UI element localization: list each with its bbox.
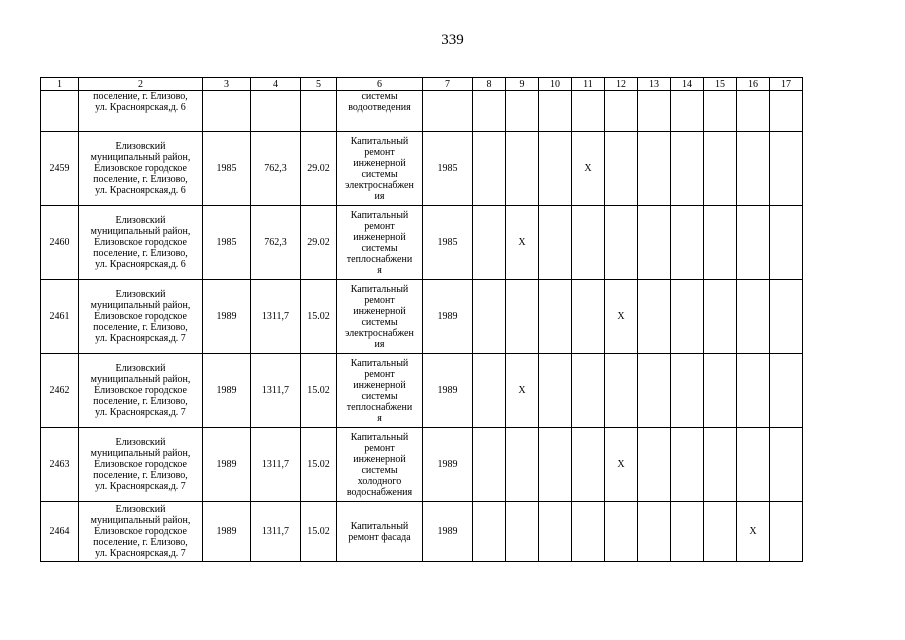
header-cell: 11 (572, 78, 605, 91)
header-cell: 6 (337, 78, 423, 91)
cell-year: 1989 (203, 502, 251, 562)
cell-area (251, 91, 301, 132)
cell-mark (473, 280, 506, 354)
cell-mark (605, 206, 638, 280)
cell-mark (704, 428, 737, 502)
cell-mark (605, 502, 638, 562)
cell-year: 1989 (203, 354, 251, 428)
cell-mark (539, 280, 572, 354)
cell-mark (539, 91, 572, 132)
cell-work: Капитальный ремонт инженерной системы холодного водоснабжения (337, 428, 423, 502)
cell-area: 1311,7 (251, 354, 301, 428)
cell-mark (539, 502, 572, 562)
cell-mark (704, 280, 737, 354)
cell-mark (770, 206, 803, 280)
cell-mark (473, 502, 506, 562)
table-row (41, 280, 803, 354)
header-cell: 13 (638, 78, 671, 91)
cell-mark (506, 91, 539, 132)
cell-work: Капитальный ремонт инженерной системы электроснабжен ия (337, 280, 423, 354)
cell-mark (671, 91, 704, 132)
header-cell: 15 (704, 78, 737, 91)
cell-mark (737, 132, 770, 206)
cell-area: 762,3 (251, 206, 301, 280)
cell-mark: X (572, 132, 605, 206)
cell-mark (737, 206, 770, 280)
cell-year (203, 91, 251, 132)
header-cell: 1 (41, 78, 79, 91)
cell-mark (671, 354, 704, 428)
cell-mark (737, 428, 770, 502)
table-row (41, 206, 803, 280)
cell-mark (539, 132, 572, 206)
cell-year2: 1985 (423, 206, 473, 280)
cell-mark (671, 280, 704, 354)
cell-mark (572, 502, 605, 562)
cell-work: Капитальный ремонт инженерной системы электроснабжен ия (337, 132, 423, 206)
cell-code: 15.02 (301, 354, 337, 428)
cell-mark (770, 354, 803, 428)
cell-year2: 1989 (423, 428, 473, 502)
table-row (41, 354, 803, 428)
cell-address: Елизовский муниципальный район, Елизовское городское поселение, г. Елизово, ул. Красноярская,д. 7 (79, 502, 203, 562)
cell-address: Елизовский муниципальный район, Елизовское городское поселение, г. Елизово, ул. Красноярская,д. 7 (79, 280, 203, 354)
cell-mark (770, 132, 803, 206)
cell-mark (704, 502, 737, 562)
cell-year2: 1989 (423, 280, 473, 354)
cell-num (41, 91, 79, 132)
cell-mark (770, 280, 803, 354)
cell-mark (539, 428, 572, 502)
cell-mark (572, 91, 605, 132)
cell-mark (638, 132, 671, 206)
continuation-row (41, 91, 803, 132)
cell-mark (770, 428, 803, 502)
cell-area: 1311,7 (251, 502, 301, 562)
cell-mark (572, 280, 605, 354)
cell-mark: X (737, 502, 770, 562)
cell-work: Капитальный ремонт фасада (337, 502, 423, 562)
cell-year: 1989 (203, 280, 251, 354)
header-cell: 5 (301, 78, 337, 91)
header-cell: 12 (605, 78, 638, 91)
cell-mark (737, 280, 770, 354)
header-cell: 14 (671, 78, 704, 91)
cell-mark (638, 206, 671, 280)
cell-year: 1985 (203, 206, 251, 280)
cell-mark (638, 354, 671, 428)
cell-work: Капитальный ремонт инженерной системы теплоснабжени я (337, 354, 423, 428)
header-row (41, 78, 803, 91)
cell-year: 1985 (203, 132, 251, 206)
cell-mark (671, 502, 704, 562)
cell-mark: X (605, 428, 638, 502)
cell-mark (539, 206, 572, 280)
cell-mark (473, 428, 506, 502)
header-cell: 8 (473, 78, 506, 91)
cell-mark (638, 280, 671, 354)
page-number: 339 (441, 32, 464, 48)
cell-work: системы водоотведения (337, 91, 423, 132)
cell-num: 2463 (41, 428, 79, 502)
table-row (41, 428, 803, 502)
cell-code (301, 91, 337, 132)
header-cell: 9 (506, 78, 539, 91)
cell-code: 15.02 (301, 502, 337, 562)
header-cell: 10 (539, 78, 572, 91)
table-row (41, 132, 803, 206)
cell-mark (671, 206, 704, 280)
header-cell: 2 (79, 78, 203, 91)
cell-num: 2460 (41, 206, 79, 280)
cell-mark (473, 354, 506, 428)
header-cell: 4 (251, 78, 301, 91)
cell-address: Елизовский муниципальный район, Елизовское городское поселение, г. Елизово, ул. Красноярская,д. 7 (79, 428, 203, 502)
cell-year2: 1989 (423, 502, 473, 562)
cell-mark (671, 428, 704, 502)
cell-address: Елизовский муниципальный район, Елизовское городское поселение, г. Елизово, ул. Красноярская,д. 6 (79, 206, 203, 280)
cell-mark (704, 354, 737, 428)
cell-mark (770, 91, 803, 132)
cell-mark: X (506, 206, 539, 280)
cell-num: 2459 (41, 132, 79, 206)
cell-mark (671, 132, 704, 206)
cell-mark (638, 428, 671, 502)
cell-address: Елизовский муниципальный район, Елизовское городское поселение, г. Елизово, ул. Красноярская,д. 6 (79, 132, 203, 206)
header-cell: 7 (423, 78, 473, 91)
cell-work: Капитальный ремонт инженерной системы теплоснабжени я (337, 206, 423, 280)
cell-mark: X (506, 354, 539, 428)
header-cell: 3 (203, 78, 251, 91)
cell-mark (737, 354, 770, 428)
cell-mark (704, 206, 737, 280)
cell-year2: 1985 (423, 132, 473, 206)
cell-mark (770, 502, 803, 562)
cell-num: 2461 (41, 280, 79, 354)
cell-code: 15.02 (301, 428, 337, 502)
cell-mark (473, 206, 506, 280)
cell-code: 29.02 (301, 206, 337, 280)
cell-address: поселение, г. Елизово, ул. Красноярская,д. 6 (79, 91, 203, 132)
cell-mark (473, 91, 506, 132)
cell-mark (572, 206, 605, 280)
cell-mark (638, 502, 671, 562)
cell-mark (506, 132, 539, 206)
header-cell: 16 (737, 78, 770, 91)
cell-mark (572, 354, 605, 428)
cell-mark (506, 428, 539, 502)
cell-mark (605, 132, 638, 206)
cell-area: 1311,7 (251, 280, 301, 354)
cell-code: 29.02 (301, 132, 337, 206)
cell-num: 2462 (41, 354, 79, 428)
cell-year2 (423, 91, 473, 132)
cell-area: 762,3 (251, 132, 301, 206)
header-cell: 17 (770, 78, 803, 91)
cell-mark (737, 91, 770, 132)
cell-mark (638, 91, 671, 132)
cell-year: 1989 (203, 428, 251, 502)
cell-address: Елизовский муниципальный район, Елизовское городское поселение, г. Елизово, ул. Красноярская,д. 7 (79, 354, 203, 428)
table-row (41, 502, 803, 562)
cell-mark (506, 280, 539, 354)
cell-mark (605, 354, 638, 428)
cell-mark (605, 91, 638, 132)
cell-mark (704, 132, 737, 206)
cell-mark: X (605, 280, 638, 354)
cell-year2: 1989 (423, 354, 473, 428)
cell-mark (506, 502, 539, 562)
cell-code: 15.02 (301, 280, 337, 354)
cell-area: 1311,7 (251, 428, 301, 502)
cell-mark (539, 354, 572, 428)
cell-mark (572, 428, 605, 502)
cell-mark (473, 132, 506, 206)
cell-num: 2464 (41, 502, 79, 562)
register-table (40, 77, 803, 562)
cell-mark (704, 91, 737, 132)
